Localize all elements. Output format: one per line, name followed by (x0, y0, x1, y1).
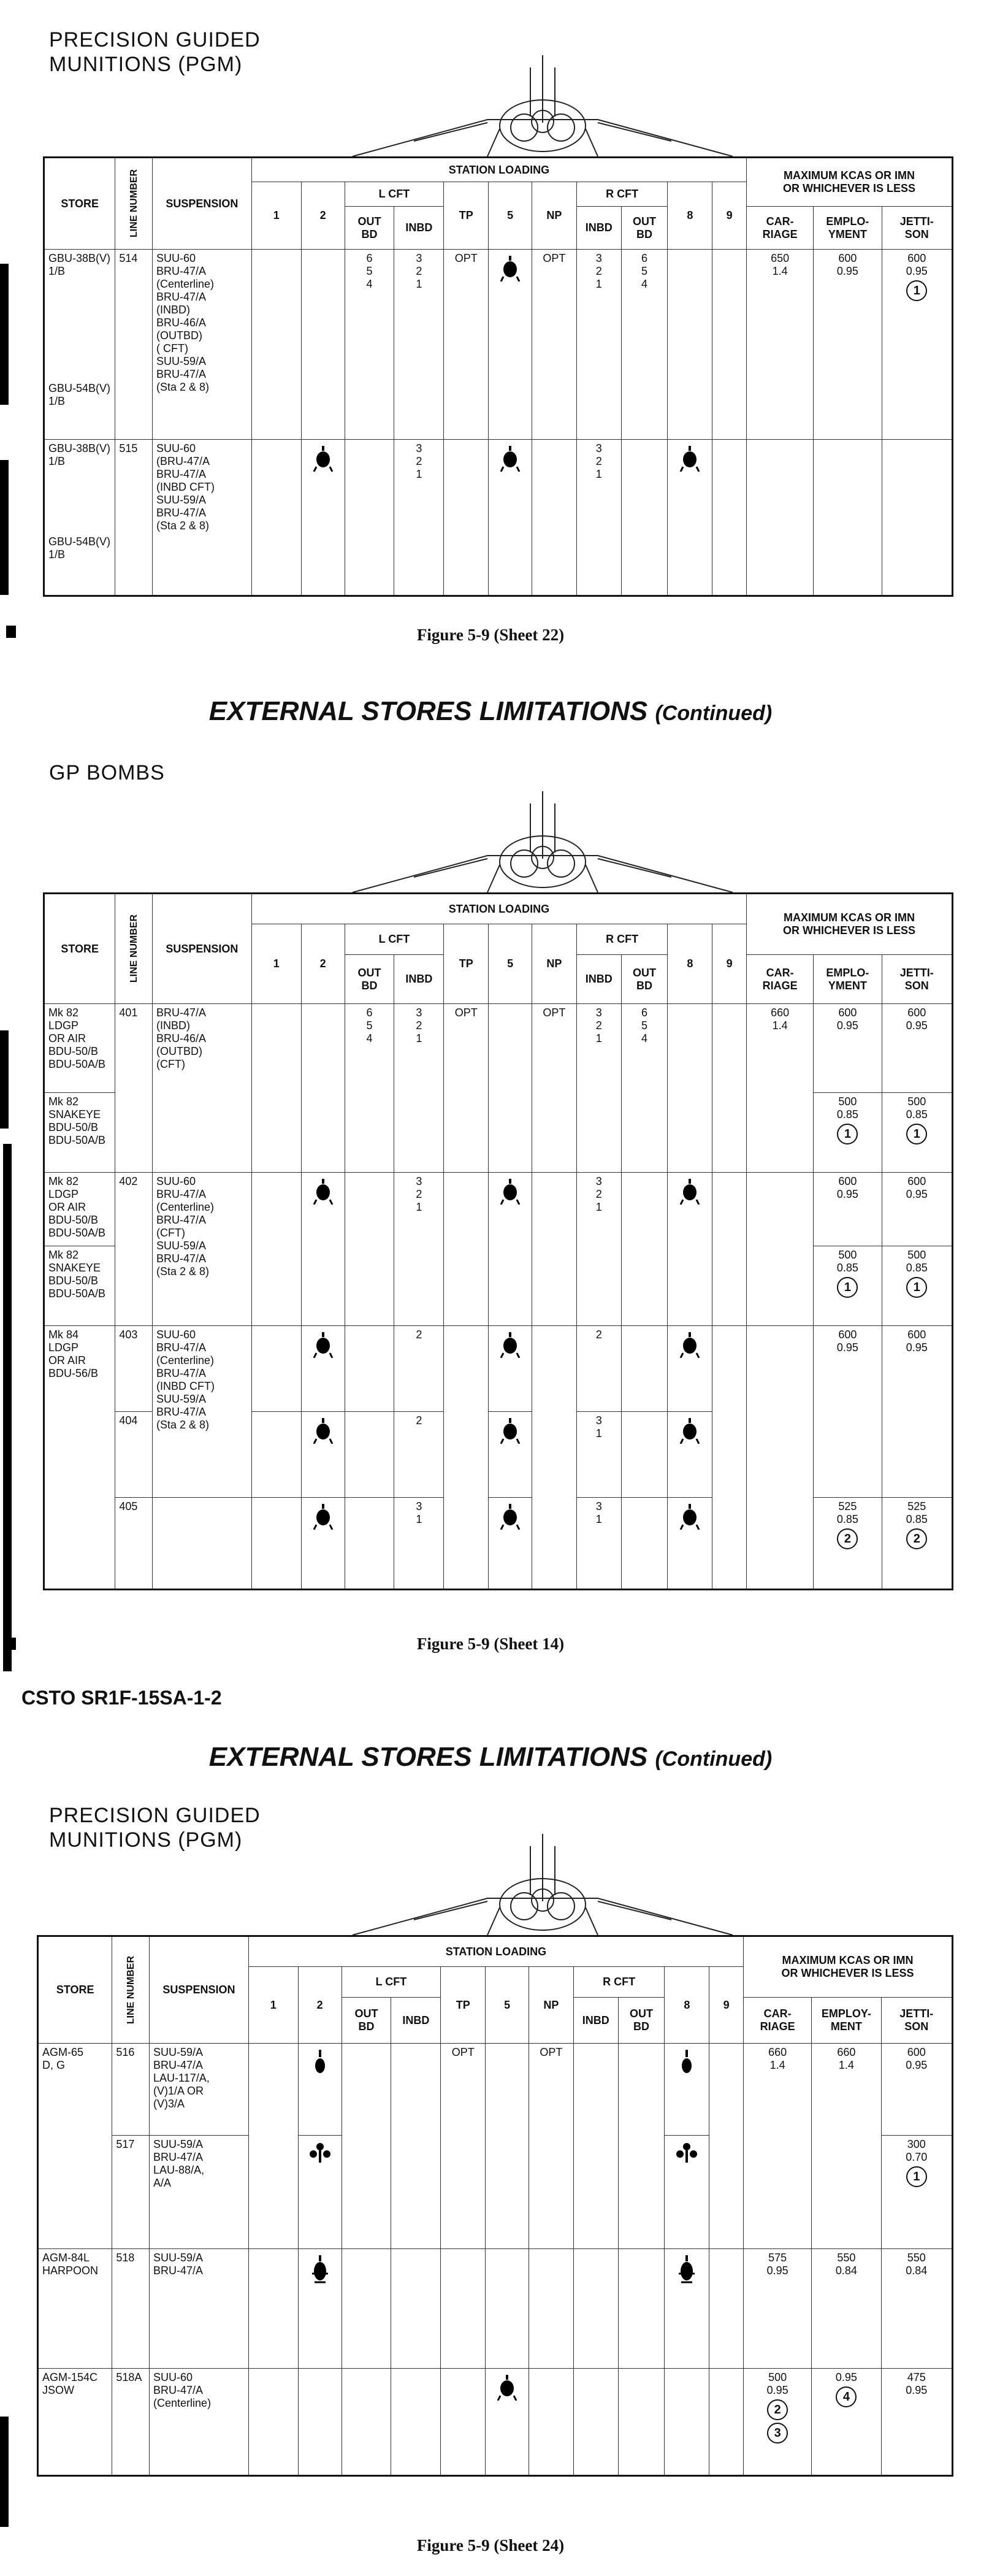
jettison-cell: 550 0.84 (881, 2249, 952, 2369)
header-lcft-outbd: OUT BD (345, 207, 394, 250)
rcft-inbd-cell (573, 2369, 618, 2476)
section-gp-bombs-sheet14 (0, 687, 981, 1681)
suspension-cell: SUU-60 BRU-47/A (Centerline) BRU-47/A (INBD CFT) SUU-59/A BRU-47/A (Sta 2 & 8) (153, 1326, 252, 1498)
employment-cell: 500 0.85 1 (814, 1093, 882, 1173)
lcft-outbd-cell (345, 440, 394, 596)
change-bar (0, 264, 9, 405)
bomb-symbol-icon (313, 1179, 334, 1205)
note-4-badge: 4 (836, 2386, 857, 2407)
note-2-badge: 2 (767, 2399, 788, 2420)
store-cell: Mk 82 LDGP OR AIR BDU-50/B BDU-50A/B (44, 1173, 115, 1246)
lcft-inbd-cell (391, 2249, 441, 2369)
rcft-outbd-cell (621, 1326, 668, 1412)
header-store: STORE (38, 1936, 112, 2044)
station-5-cell (489, 1326, 532, 1412)
header-station-2: 2 (301, 182, 345, 250)
np-cell (532, 1173, 576, 1326)
line-number-cell: 404 (115, 1412, 153, 1498)
suspension-cell: SUU-59/A BRU-47/A (150, 2249, 249, 2369)
station-2-cell (301, 440, 345, 596)
table-row (38, 2249, 953, 2369)
store-cell: Mk 82 SNAKEYE BDU-50/B BDU-50A/B (44, 1093, 115, 1173)
header-rcft-outbd: OUT BD (621, 955, 668, 1004)
note-2-badge: 2 (837, 1528, 858, 1549)
rcft-outbd-cell: 6 5 4 (621, 250, 668, 440)
table-row (44, 250, 953, 440)
rcft-inbd-cell: 3 1 (576, 1498, 621, 1590)
header-station-8: 8 (665, 1967, 709, 2044)
station-5-cell (486, 2044, 529, 2249)
header-lcft-outbd: OUT BD (345, 955, 394, 1004)
station-1-cell (251, 1173, 301, 1326)
header-suspension: SUSPENSION (153, 894, 252, 1004)
jettison-cell: 500 0.85 1 (882, 1246, 952, 1326)
station-1-cell (251, 440, 301, 596)
suspension-cell: SUU-60 BRU-47/A (Centerline) (150, 2369, 249, 2476)
station-9-cell (712, 250, 747, 440)
station-2-cell (298, 2249, 342, 2369)
header-station-8: 8 (668, 182, 712, 250)
jettison-cell (882, 440, 952, 596)
section-pgm-sheet24 (0, 1681, 981, 2576)
station-8-cell (668, 440, 712, 596)
header-lcft: L CFT (342, 1967, 441, 1998)
header-jettison: JETTI- SON (882, 955, 952, 1004)
lcft-outbd-cell (345, 1326, 394, 1412)
lcft-outbd-cell (345, 1412, 394, 1498)
carriage-cell (747, 440, 814, 596)
jettison-cell: 600 0.95 (882, 1004, 952, 1093)
header-station-loading: STATION LOADING (248, 1936, 743, 1967)
header-np: NP (532, 182, 576, 250)
tp-cell (444, 1173, 489, 1326)
station-9-cell (712, 1326, 747, 1590)
jettison-cell: 600 0.95 (882, 1326, 952, 1498)
carriage-cell (747, 1326, 814, 1590)
rcft-outbd-cell (621, 440, 668, 596)
table-row (44, 1004, 953, 1093)
rcft-outbd-cell (618, 2249, 665, 2369)
header-carriage: CAR- RIAGE (747, 955, 814, 1004)
note-1-badge: 1 (906, 1277, 927, 1298)
station-2-cell (301, 1173, 345, 1326)
employment-cell: 600 0.95 (814, 250, 882, 440)
employment-cell: 525 0.85 2 (814, 1498, 882, 1590)
rcft-outbd-cell (621, 1412, 668, 1498)
station-2-cell (298, 2044, 342, 2136)
bomb-symbol-icon (679, 1179, 700, 1205)
line-number-cell: 518 (112, 2249, 150, 2369)
station-1-cell (251, 1412, 301, 1498)
header-station-2: 2 (298, 1967, 342, 2044)
rcft-inbd-cell: 2 (576, 1326, 621, 1412)
lcft-outbd-cell: 6 5 4 (345, 1004, 394, 1173)
header-station-9: 9 (712, 924, 747, 1004)
header-employment: EMPLO- YMENT (814, 955, 882, 1004)
header-np: NP (529, 1967, 573, 2044)
header-carriage: CAR- RIAGE (744, 1998, 812, 2044)
aircraft-silhouette-icon (340, 785, 745, 895)
carriage-cell (747, 1173, 814, 1326)
employment-cell: 600 0.95 (814, 1173, 882, 1246)
line-number-cell: 514 (115, 250, 153, 440)
header-lcft-inbd: INBD (394, 955, 444, 1004)
header-suspension: SUSPENSION (153, 158, 252, 250)
store-cell: GBU-38B(V) 1/B GBU-54B(V) 1/B (44, 440, 115, 596)
cluster-symbol-icon (308, 2142, 332, 2164)
bomb-symbol-icon (679, 446, 700, 472)
store-cell: AGM-84L HARPOON (38, 2249, 112, 2369)
station-1-cell (248, 2044, 298, 2249)
header-station-8: 8 (668, 924, 712, 1004)
header-station-1: 1 (251, 182, 301, 250)
station-9-cell (709, 2369, 744, 2476)
station-9-cell (712, 1173, 747, 1326)
station-9-cell (712, 1004, 747, 1173)
header-station-5: 5 (489, 182, 532, 250)
station-5-cell (489, 250, 532, 440)
store-cell: Mk 82 LDGP OR AIR BDU-50/B BDU-50A/B (44, 1004, 115, 1093)
header-jettison: JETTI- SON (882, 207, 952, 250)
lcft-inbd-cell: 3 2 1 (394, 250, 444, 440)
station-9-cell (712, 440, 747, 596)
jettison-cell: 300 0.70 1 (881, 2136, 952, 2249)
header-tp: TP (444, 182, 489, 250)
note-3-badge: 3 (767, 2423, 788, 2444)
station-8-cell (665, 2369, 709, 2476)
bomb-symbol-icon (679, 1504, 700, 1530)
header-rcft-inbd: INBD (573, 1998, 618, 2044)
bomb-symbol-icon (679, 1418, 700, 1444)
table-row (44, 1498, 953, 1590)
station-5-cell (486, 2249, 529, 2369)
section-heading: GP BOMBS (49, 761, 165, 784)
note-1-badge: 1 (906, 1124, 927, 1144)
station-1-cell (248, 2249, 298, 2369)
jettison-cell: 475 0.95 (881, 2369, 952, 2476)
tp-cell (444, 440, 489, 596)
station-8-cell (668, 1004, 712, 1173)
jettison-cell: 600 0.95 1 (882, 250, 952, 440)
station-1-cell (251, 1498, 301, 1590)
figure-caption: Figure 5-9 (Sheet 14) (416, 1635, 565, 1653)
suspension-cell: BRU-47/A (INBD) BRU-46/A (OUTBD) (CFT) (153, 1004, 252, 1173)
tp-cell (441, 2369, 486, 2476)
suspension-cell: SUU-59/A BRU-47/A LAU-88/A, A/A (150, 2136, 249, 2249)
lcft-inbd-cell: 3 2 1 (394, 440, 444, 596)
header-line-number: LINE NUMBER (112, 1936, 150, 2044)
lcft-inbd-cell (391, 2044, 441, 2249)
line-number-cell: 405 (115, 1498, 153, 1590)
rcft-inbd-cell: 3 1 (576, 1412, 621, 1498)
line-number-cell: 515 (115, 440, 153, 596)
header-rcft-outbd: OUT BD (621, 207, 668, 250)
header-lcft-outbd: OUT BD (342, 1998, 391, 2044)
change-bar (0, 460, 9, 595)
header-lcft: L CFT (345, 182, 444, 207)
aircraft-silhouette-icon (340, 1828, 745, 1938)
suspension-cell (153, 1498, 252, 1590)
rcft-outbd-cell (621, 1173, 668, 1326)
header-rcft: R CFT (576, 182, 668, 207)
note-2-badge: 2 (906, 1528, 927, 1549)
bomb-symbol-icon (313, 1504, 334, 1530)
rcft-inbd-cell: 3 2 1 (576, 1173, 621, 1326)
jettison-cell: 525 0.85 2 (882, 1498, 952, 1590)
tp-cell: OPT (444, 250, 489, 440)
lcft-outbd-cell (345, 1498, 394, 1590)
lcft-inbd-cell: 3 2 1 (394, 1004, 444, 1173)
station-9-cell (709, 2044, 744, 2249)
header-lcft: L CFT (345, 924, 444, 955)
station-2-cell (301, 1326, 345, 1412)
jettison-cell: 600 0.95 (881, 2044, 952, 2136)
station-8-cell (668, 1412, 712, 1498)
header-tp: TP (441, 1967, 486, 2044)
suspension-cell: SUU-60 BRU-47/A (Centerline) BRU-47/A (INBD) BRU-46/A (OUTBD) ( CFT) SUU-59/A BRU-47/A (Sta 2 & 8) (153, 250, 252, 440)
rcft-inbd-cell (573, 2249, 618, 2369)
np-cell: OPT (532, 250, 576, 440)
station-2-cell (301, 1004, 345, 1173)
suspension-cell: SUU-60 (BRU-47/A BRU-47/A (INBD CFT) SUU-59/A BRU-47/A (Sta 2 & 8) (153, 440, 252, 596)
header-rcft: R CFT (573, 1967, 665, 1998)
station-1-cell (248, 2369, 298, 2476)
header-station-9: 9 (712, 182, 747, 250)
change-bar (0, 1030, 9, 1129)
station-8-cell (665, 2249, 709, 2369)
stores-limitations-table (37, 1935, 953, 2477)
header-rcft: R CFT (576, 924, 668, 955)
store-cell: Mk 82 SNAKEYE BDU-50/B BDU-50A/B (44, 1246, 115, 1326)
employment-cell: 600 0.95 (814, 1004, 882, 1093)
table-row (44, 440, 953, 596)
bomb-symbol-icon (500, 1179, 521, 1205)
header-line-number: LINE NUMBER (115, 894, 153, 1004)
bomb-symbol-icon (679, 1332, 700, 1358)
employment-cell (814, 440, 882, 596)
station-8-cell (668, 1498, 712, 1590)
stores-limitations-table (43, 156, 953, 597)
carriage-cell: 575 0.95 (744, 2249, 812, 2369)
bomb-symbol-icon (313, 1332, 334, 1358)
header-np: NP (532, 924, 576, 1004)
station-2-cell (301, 250, 345, 440)
station-5-cell (489, 1412, 532, 1498)
rcft-inbd-cell: 3 2 1 (576, 440, 621, 596)
line-number-cell: 401 (115, 1004, 153, 1173)
station-2-cell (301, 1412, 345, 1498)
header-max-kcas: MAXIMUM KCAS OR IMN OR WHICHEVER IS LESS (747, 894, 953, 955)
note-1-badge: 1 (906, 2166, 927, 2187)
main-title: EXTERNAL STORES LIMITATIONS (Continued) (208, 696, 773, 726)
change-bar (0, 2417, 9, 2527)
rcft-inbd-cell (573, 2044, 618, 2249)
bomb-symbol-icon (500, 1504, 521, 1530)
station-8-cell (668, 1173, 712, 1326)
header-station-9: 9 (709, 1967, 744, 2044)
header-employment: EMPLOY- MENT (812, 1998, 881, 2044)
station-2-cell (298, 2136, 342, 2249)
carriage-cell: 660 1.4 (744, 2044, 812, 2249)
station-8-cell (668, 250, 712, 440)
station-5-cell (489, 440, 532, 596)
stores-limitations-table (43, 892, 953, 1590)
main-title: EXTERNAL STORES LIMITATIONS (Continued) (208, 1742, 773, 1772)
header-lcft-inbd: INBD (391, 1998, 441, 2044)
note-1-badge: 1 (837, 1277, 858, 1298)
lcft-outbd-cell: 6 5 4 (345, 250, 394, 440)
station-9-cell (709, 2249, 744, 2369)
station-2-cell (301, 1498, 345, 1590)
station-1-cell (251, 250, 301, 440)
header-rcft-inbd: INBD (576, 207, 621, 250)
line-number-cell: 516 (112, 2044, 150, 2136)
employment-cell: 600 0.95 (814, 1326, 882, 1498)
line-number-cell: 403 (115, 1326, 153, 1412)
np-cell (532, 1326, 576, 1590)
header-station-1: 1 (251, 924, 301, 1004)
header-line-number: LINE NUMBER (115, 158, 153, 250)
employment-cell: 550 0.84 (812, 2249, 881, 2369)
figure-caption: Figure 5-9 (Sheet 24) (416, 2536, 565, 2555)
table-row (44, 1326, 953, 1412)
rcft-outbd-cell (621, 1498, 668, 1590)
header-store: STORE (44, 158, 115, 250)
header-suspension: SUSPENSION (150, 1936, 249, 2044)
section-heading: PRECISION GUIDED MUNITIONS (PGM) (49, 28, 261, 76)
rcft-inbd-cell: 3 2 1 (576, 1004, 621, 1173)
header-rcft-outbd: OUT BD (618, 1998, 665, 2044)
header-station-2: 2 (301, 924, 345, 1004)
bomb-symbol-icon (313, 1418, 334, 1444)
station-8-cell (668, 1326, 712, 1412)
header-station-5: 5 (489, 924, 532, 1004)
harpoon-symbol-icon (676, 2255, 697, 2285)
carriage-cell: 650 1.4 (747, 250, 814, 440)
carriage-cell: 500 0.95 2 3 (744, 2369, 812, 2476)
rcft-outbd-cell (618, 2044, 665, 2249)
header-station-1: 1 (248, 1967, 298, 2044)
jettison-cell: 500 0.85 1 (882, 1093, 952, 1173)
rcft-inbd-cell: 3 2 1 (576, 250, 621, 440)
lcft-outbd-cell (345, 1173, 394, 1326)
rcft-outbd-cell (618, 2369, 665, 2476)
bomb-symbol-icon (497, 2375, 517, 2401)
employment-cell: 500 0.85 1 (814, 1246, 882, 1326)
station-1-cell (251, 1326, 301, 1412)
bomb-symbol-icon (500, 1418, 521, 1444)
section-heading: PRECISION GUIDED MUNITIONS (PGM) (49, 1804, 261, 1852)
aircraft-silhouette-icon (340, 49, 745, 159)
np-cell (529, 2249, 573, 2369)
note-1-badge: 1 (837, 1124, 858, 1144)
header-station-loading: STATION LOADING (251, 894, 746, 924)
figure-caption: Figure 5-9 (Sheet 22) (416, 626, 565, 644)
suspension-cell: SUU-59/A BRU-47/A LAU-117/A, (V)1/A OR (V)3/A (150, 2044, 249, 2136)
store-cell: AGM-65 D, G (38, 2044, 112, 2249)
line-number-cell: 518A (112, 2369, 150, 2476)
lcft-outbd-cell (342, 2044, 391, 2249)
table-row (38, 2369, 953, 2476)
station-5-cell (489, 1173, 532, 1326)
tp-cell (441, 2249, 486, 2369)
change-bar (3, 1144, 12, 1671)
missile-symbol-icon (313, 2050, 327, 2074)
header-jettison: JETTI- SON (881, 1998, 952, 2044)
line-number-cell: 402 (115, 1173, 153, 1326)
table-row (38, 2044, 953, 2136)
bomb-symbol-icon (500, 1332, 521, 1358)
store-cell: Mk 84 LDGP OR AIR BDU-56/B (44, 1326, 115, 1590)
section-pgm-sheet22 (0, 0, 981, 656)
header-rcft-inbd: INBD (576, 955, 621, 1004)
lcft-inbd-cell: 2 (394, 1412, 444, 1498)
lcft-inbd-cell: 3 2 1 (394, 1173, 444, 1326)
bomb-symbol-icon (313, 446, 334, 472)
station-5-cell (489, 1004, 532, 1173)
bomb-symbol-icon (500, 256, 521, 282)
station-5-cell (486, 2369, 529, 2476)
header-employment: EMPLO- YMENT (814, 207, 882, 250)
line-number-cell: 517 (112, 2136, 150, 2249)
carriage-cell: 660 1.4 (747, 1004, 814, 1173)
station-5-cell (489, 1498, 532, 1590)
tp-cell: OPT (444, 1004, 489, 1173)
store-cell: GBU-38B(V) 1/B GBU-54B(V) 1/B (44, 250, 115, 440)
station-8-cell (665, 2136, 709, 2249)
station-8-cell (665, 2044, 709, 2136)
harpoon-symbol-icon (310, 2255, 330, 2285)
lcft-inbd-cell: 2 (394, 1326, 444, 1412)
header-lcft-inbd: INBD (394, 207, 444, 250)
np-cell: OPT (529, 2044, 573, 2249)
header-max-kcas: MAXIMUM KCAS OR IMN OR WHICHEVER IS LESS (747, 158, 953, 207)
station-1-cell (251, 1004, 301, 1173)
lcft-outbd-cell (342, 2369, 391, 2476)
station-2-cell (298, 2369, 342, 2476)
document-code: CSTO SR1F-15SA-1-2 (21, 1687, 222, 1709)
header-store: STORE (44, 894, 115, 1004)
np-cell (532, 440, 576, 596)
tp-cell: OPT (441, 2044, 486, 2249)
employment-cell: 0.95 4 (812, 2369, 881, 2476)
cluster-symbol-icon (674, 2142, 699, 2164)
table-row (44, 1173, 953, 1246)
tp-cell (444, 1326, 489, 1590)
np-cell: OPT (532, 1004, 576, 1173)
lcft-inbd-cell (391, 2369, 441, 2476)
employment-cell: 660 1.4 (812, 2044, 881, 2249)
np-cell (529, 2369, 573, 2476)
header-station-loading: STATION LOADING (251, 158, 746, 182)
suspension-cell: SUU-60 BRU-47/A (Centerline) BRU-47/A (CFT) SUU-59/A BRU-47/A (Sta 2 & 8) (153, 1173, 252, 1326)
missile-symbol-icon (679, 2050, 694, 2074)
header-tp: TP (444, 924, 489, 1004)
store-cell: AGM-154C JSOW (38, 2369, 112, 2476)
bomb-symbol-icon (500, 446, 521, 472)
lcft-inbd-cell: 3 1 (394, 1498, 444, 1590)
header-station-5: 5 (486, 1967, 529, 2044)
note-1-badge: 1 (906, 280, 927, 301)
header-carriage: CAR- RIAGE (747, 207, 814, 250)
header-max-kcas: MAXIMUM KCAS OR IMN OR WHICHEVER IS LESS (744, 1936, 953, 1998)
rcft-outbd-cell: 6 5 4 (621, 1004, 668, 1173)
lcft-outbd-cell (342, 2249, 391, 2369)
jettison-cell: 600 0.95 (882, 1173, 952, 1246)
